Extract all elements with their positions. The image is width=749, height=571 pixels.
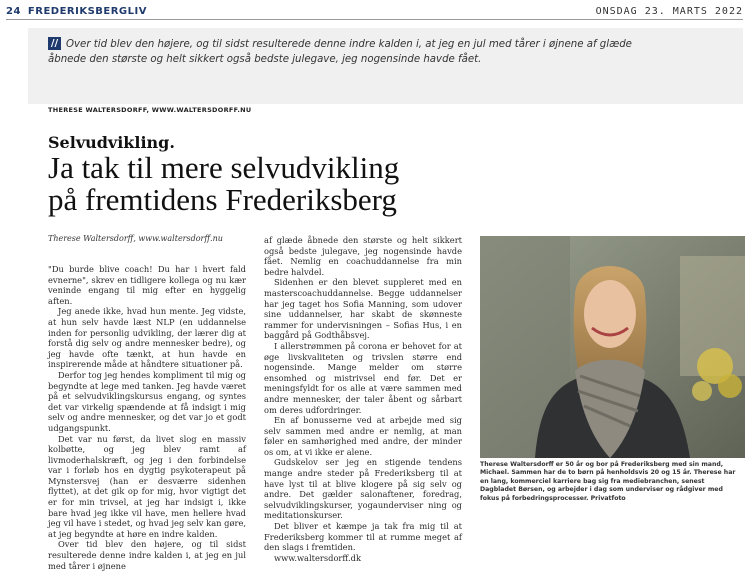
paragraph: Over tid blev den højere, og til sidst resulterede denne indre kalden i, at jeg en jul med tårer i øjnene [48,539,246,571]
body-column-1 [48,264,246,571]
paragraph: af glæde åbnede den største og helt sikkert også bedste julegave, jeg nogensinde havde fået. Nemlig en coachuddannelse fra min bedre halvdel. [264,235,462,277]
article-kicker: Selvudvikling. [48,133,175,152]
quote-icon: // [48,37,61,50]
headline-line-2: på fremtidens Frederiksberg [48,182,397,217]
article-byline: Therese Waltersdorff, www.waltersdorff.nu [48,234,223,243]
headline-line-1: Ja tak til mere selvudvikling [48,150,400,185]
paragraph: I allerstrømmen på corona er behovet for at øge livskvaliteten og trivslen større end nogensinde. Mange melder om større ensomhed og mistrivsel end før. Det er meningsfyldt for os alle at være sammen med andre mennesker, der taler åbent og sårbart om deres udfordringer. [264,340,462,415]
paragraph: Det bliver et kæmpe ja tak fra mig til at Frederiksberg kommer til at rumme meget af den slags i fremtiden. [264,521,462,553]
section-label [6,6,147,17]
article-headline [48,152,399,216]
website-link: www.waltersdorff.dk [274,552,361,563]
paragraph: Derfor tog jeg hendes kompliment til mig og begyndte at lege med tanken. Jeg havde været på et selvudviklingskursus engang, og syntes det var virkelig spændende at få indsigt i mig selv og andre mennesker, og det var jo et godt udgangspunkt. [48,369,246,433]
page-number: 24 [6,5,21,17]
pullquote-text: Over tid blev den højere, og til sidst resulterede denne indre kalden i, at jeg en jul med tårer i øjnene af glæde åbnede den største og helt sikkert også bedste julegave, jeg nogensinde havde fået. [48,39,632,65]
page-header [6,3,743,19]
paragraph: Sidenhen er den blevet suppleret med en masterscoachuddannelse. Begge uddannelser har jeg taget hos Sofia Manning, som udover sine uddannelser, har skabt de skønneste rammer for undervisningen – Sofias Hus, i en baggård på Godthåbsvej. [264,277,462,341]
paragraph: Jeg anede ikke, hvad hun mente. Jeg vidste, at hun selv havde læst NLP (en uddannelse inden for personlig udvikling, der lærer dig at forstå dig selv og andre mennesker bedre), og jeg havde ofte tænkt, at hun havde en inspirerende måde at håndtere situationer på. [48,306,246,370]
portrait-photo [480,236,745,458]
portrait-illustration [480,236,745,458]
paragraph: Gudskelov ser jeg en stigende tendens mange andre steder på Frederiksberg til at have lyst til at blive klogere på sig selv og andre. Det gælder salonaftener, foredrag, selvudviklingskurser, yogaunderviser ning og meditationskurser. [264,457,462,521]
paragraph: En af bonusserne ved at arbejde med sig selv sammen med andre er nemlig, at man føler en samhørighed med andre, der minder os om, at vi ikke er alene. [264,415,462,457]
section-name: FREDERIKSBERGLIV [27,5,147,17]
photo-caption: Therese Waltersdorff er 50 år og bor på Frederiksberg med sin mand, Michael. Sammen har de to børn på henholdsvis 20 og 15 år. Therese har en lang, kommerciel karriere bag sig fra mediebranchen, senest Dagbladet Børsen, og arbejder i dag som underviser og rådgiver med fokus på forbedringsprocesser. Privatfoto [480,461,736,502]
paragraph: Det var nu først, da livet slog en massiv kolbøtte, og jeg blev ramt af livmoderhalskræft, og jeg i den forbindelse var i forløb hos en dygtig psykoterapeut på Mynstersvej (han er desværre sidenhen flyttet), at det gik op for mig, hvor vigtigt det er for min trivsel, at jeg har indsigt i, ikke bare hvad jeg ikke vil have, men hellere hvad jeg vil have i stedet, og hvad jeg selv kan gøre, at jeg begyndte at høre en indre kalden. [48,433,246,539]
pullquote-author: THERESE WALTERSDORFF, WWW.WALTERSDORFF.NU [48,106,252,114]
header-divider [6,19,743,20]
body-column-2 [264,235,462,563]
pullquote-box [28,28,743,114]
publication-date: ONSDAG 23. MARTS 2022 [595,5,743,17]
paragraph: "Du burde blive coach! Du har i hvert fald evnerne", skrev en tidligere kollega og nu kær veninde engang til mig efter en hyggelig aften. [48,264,246,306]
